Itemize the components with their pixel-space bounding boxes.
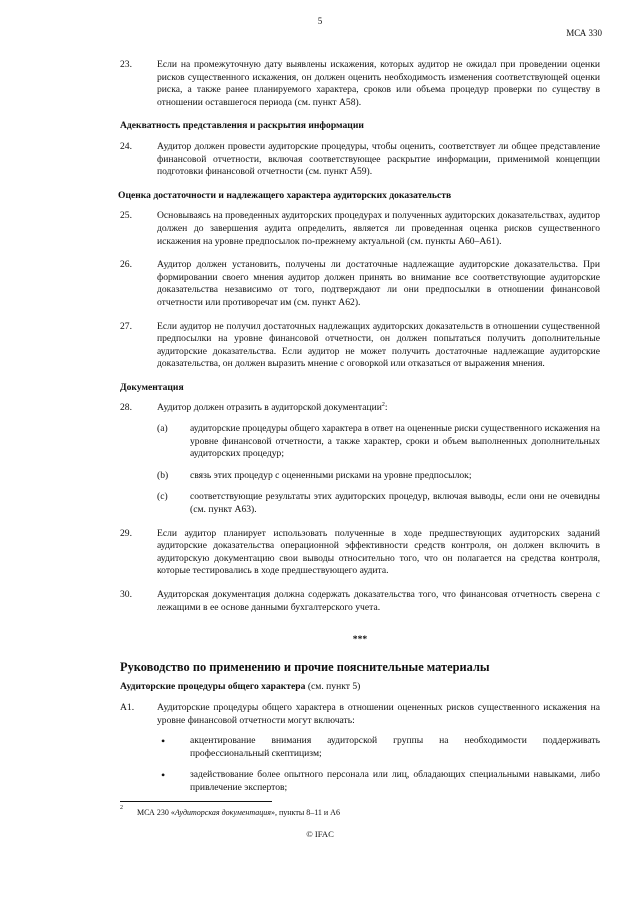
paragraph-text: Если аудитор не получил достаточных надлежащих аудиторских доказательств в отношении существенной предпосылки на уровне финансовой отчетности, он должен попытаться получить дополнительные аудиторские доказательства. Если аудитор не может получить достаточные надлежащие аудиторские доказательства, он должен выразить мнение с оговоркой или отказаться от выражения мнения.	[157, 320, 600, 370]
list-item-label: (b)	[157, 469, 169, 481]
guidance-subheading-reference[interactable]: (см. пункт 5)	[307, 681, 361, 693]
bullet-text: акцентирование внимания аудиторской группы на необходимости поддерживать профессиональный скептицизм;	[190, 735, 600, 759]
page-number: 5	[317, 16, 323, 26]
copyright: © IFAC	[306, 829, 334, 839]
paragraph-text: Аудитор должен отразить в аудиторской документации	[157, 402, 382, 414]
paragraph-26	[120, 259, 600, 309]
heading-evaluation: Оценка достаточности и надлежащего характера аудиторских доказательств	[118, 189, 452, 201]
document-body	[120, 59, 600, 804]
paragraph-number: 24.	[120, 140, 132, 152]
guidance-subheading-text: Аудиторские процедуры общего характера	[120, 681, 306, 693]
paragraph-29	[120, 528, 600, 578]
list-item-text: соответствующие результаты этих аудиторских процедур, включая выводы, если они не очевидны (см. пункт A63).	[190, 491, 600, 516]
footnote-title: Аудиторская документация	[174, 808, 271, 817]
paragraph-text-suffix: :	[384, 402, 388, 414]
footnote-prefix: МСА 230 «	[137, 808, 175, 817]
paragraph-30	[120, 589, 600, 614]
bullet-item	[157, 769, 600, 794]
list-item-label: (a)	[157, 423, 168, 435]
bullet-text: задействование более опытного персонала или лиц, обладающих специальными навыками, либо привлечение экспертов;	[190, 769, 600, 793]
heading-presentation: Адекватность представления и раскрытия информации	[120, 120, 364, 132]
paragraph-text: Основываясь на проведенных аудиторских процедурах и полученных аудиторских доказательствах, аудитор должен до завершения аудита определить, является ли проведенная оценка рисков существенного искажения на уровне предпосылок по-прежнему актуальной (см. пункты A60–A61).	[157, 210, 600, 247]
paragraph-number: 28.	[120, 402, 132, 414]
paragraph-28	[120, 402, 600, 415]
paragraph-text: Аудиторская документация должна содержать доказательства того, что финансовая отчетность сверена с лежащими в ее основе данными бухгалтерского учета.	[157, 589, 600, 613]
paragraph-24	[120, 141, 600, 179]
paragraph-text: Аудиторские процедуры общего характера в отношении оцененных рисков существенного искажения на уровне финансовой отчетности могут включать:	[157, 701, 600, 726]
guidance-title: Руководство по применению и прочие пояснительные материалы	[120, 659, 490, 674]
standard-code: МСА 330	[566, 28, 602, 38]
paragraph-23	[120, 59, 600, 109]
paragraph-25	[120, 210, 600, 248]
paragraph-text: Аудитор должен установить, получены ли достаточные надлежащие аудиторские доказательства. При формировании своего мнения аудитор должен принять во внимание все соответствующие аудиторские доказательства независимо от того, подтверждают ли они предпосылки в отношении финансовой отчетности или противоречат им (см. пункт A62).	[157, 259, 600, 308]
list-item	[157, 470, 600, 483]
paragraph-27	[120, 321, 600, 371]
footnote-divider	[120, 801, 272, 802]
paragraph-text: Если на промежуточную дату выявлены искажения, которых аудитор не ожидал при проведении оценки рисков существенного искажения, он должен оценить необходимость изменения соответствующей оценки риска, а также ранее планируемого характера, сроков или объема процедур проверки по существу в отношении оставшегося периода (см. пункт A58).	[157, 59, 600, 108]
paragraph-number: 26.	[120, 259, 132, 271]
footnote	[120, 805, 600, 817]
heading-documentation: Документация	[120, 381, 184, 393]
paragraph-text: Аудитор должен провести аудиторские процедуры, чтобы оценить, соответствует ли общее представление финансовой отчетности, включая соответствующее раскрытие информации, применимой концепции подготовки финансовой отчетности (см. пункт A59).	[157, 140, 600, 178]
paragraph-number: 25.	[120, 210, 132, 222]
bullet-icon: •	[161, 734, 166, 749]
paragraph-number: A1.	[120, 701, 135, 713]
footnote-number: 2	[120, 805, 123, 811]
bullet-icon: •	[161, 768, 166, 783]
footnote-suffix: », пункты 8–11 и A6	[270, 808, 340, 817]
paragraph-number: 29.	[120, 527, 132, 539]
footnote-reference[interactable]: 2	[381, 402, 385, 409]
paragraph-a1	[120, 702, 600, 727]
footnote-text	[120, 808, 600, 817]
bullet-item	[157, 735, 600, 760]
paragraph-28-list	[120, 423, 600, 517]
paragraph-number: 30.	[120, 589, 132, 600]
list-item	[157, 491, 600, 516]
list-item-label: (c)	[157, 491, 168, 503]
list-item	[157, 423, 600, 461]
paragraph-number: 27.	[120, 320, 132, 332]
paragraph-a1-bullets	[120, 735, 600, 794]
paragraph-number: 23.	[120, 59, 132, 70]
section-separator: ***	[352, 634, 368, 646]
paragraph-text: Если аудитор планирует использовать полученные в ходе предшествующих аудиторских заданий аудиторские доказательства операционной эффективности средств контроля, он должен включить в аудиторскую документацию свои выводы относительно того, что он полагается на средства контроля, которые тестировались в ходе предшествующего аудита.	[157, 527, 600, 577]
list-item-text: связь этих процедур с оцененными рисками на уровне предпосылок;	[190, 469, 472, 481]
guidance-subheading	[120, 681, 600, 694]
list-item-text: аудиторские процедуры общего характера в ответ на оцененные риски существенного искажения на уровне финансовой отчетности, а также характер, сроки и объем выполненных дополнительных аудиторских процедур;	[190, 423, 600, 460]
